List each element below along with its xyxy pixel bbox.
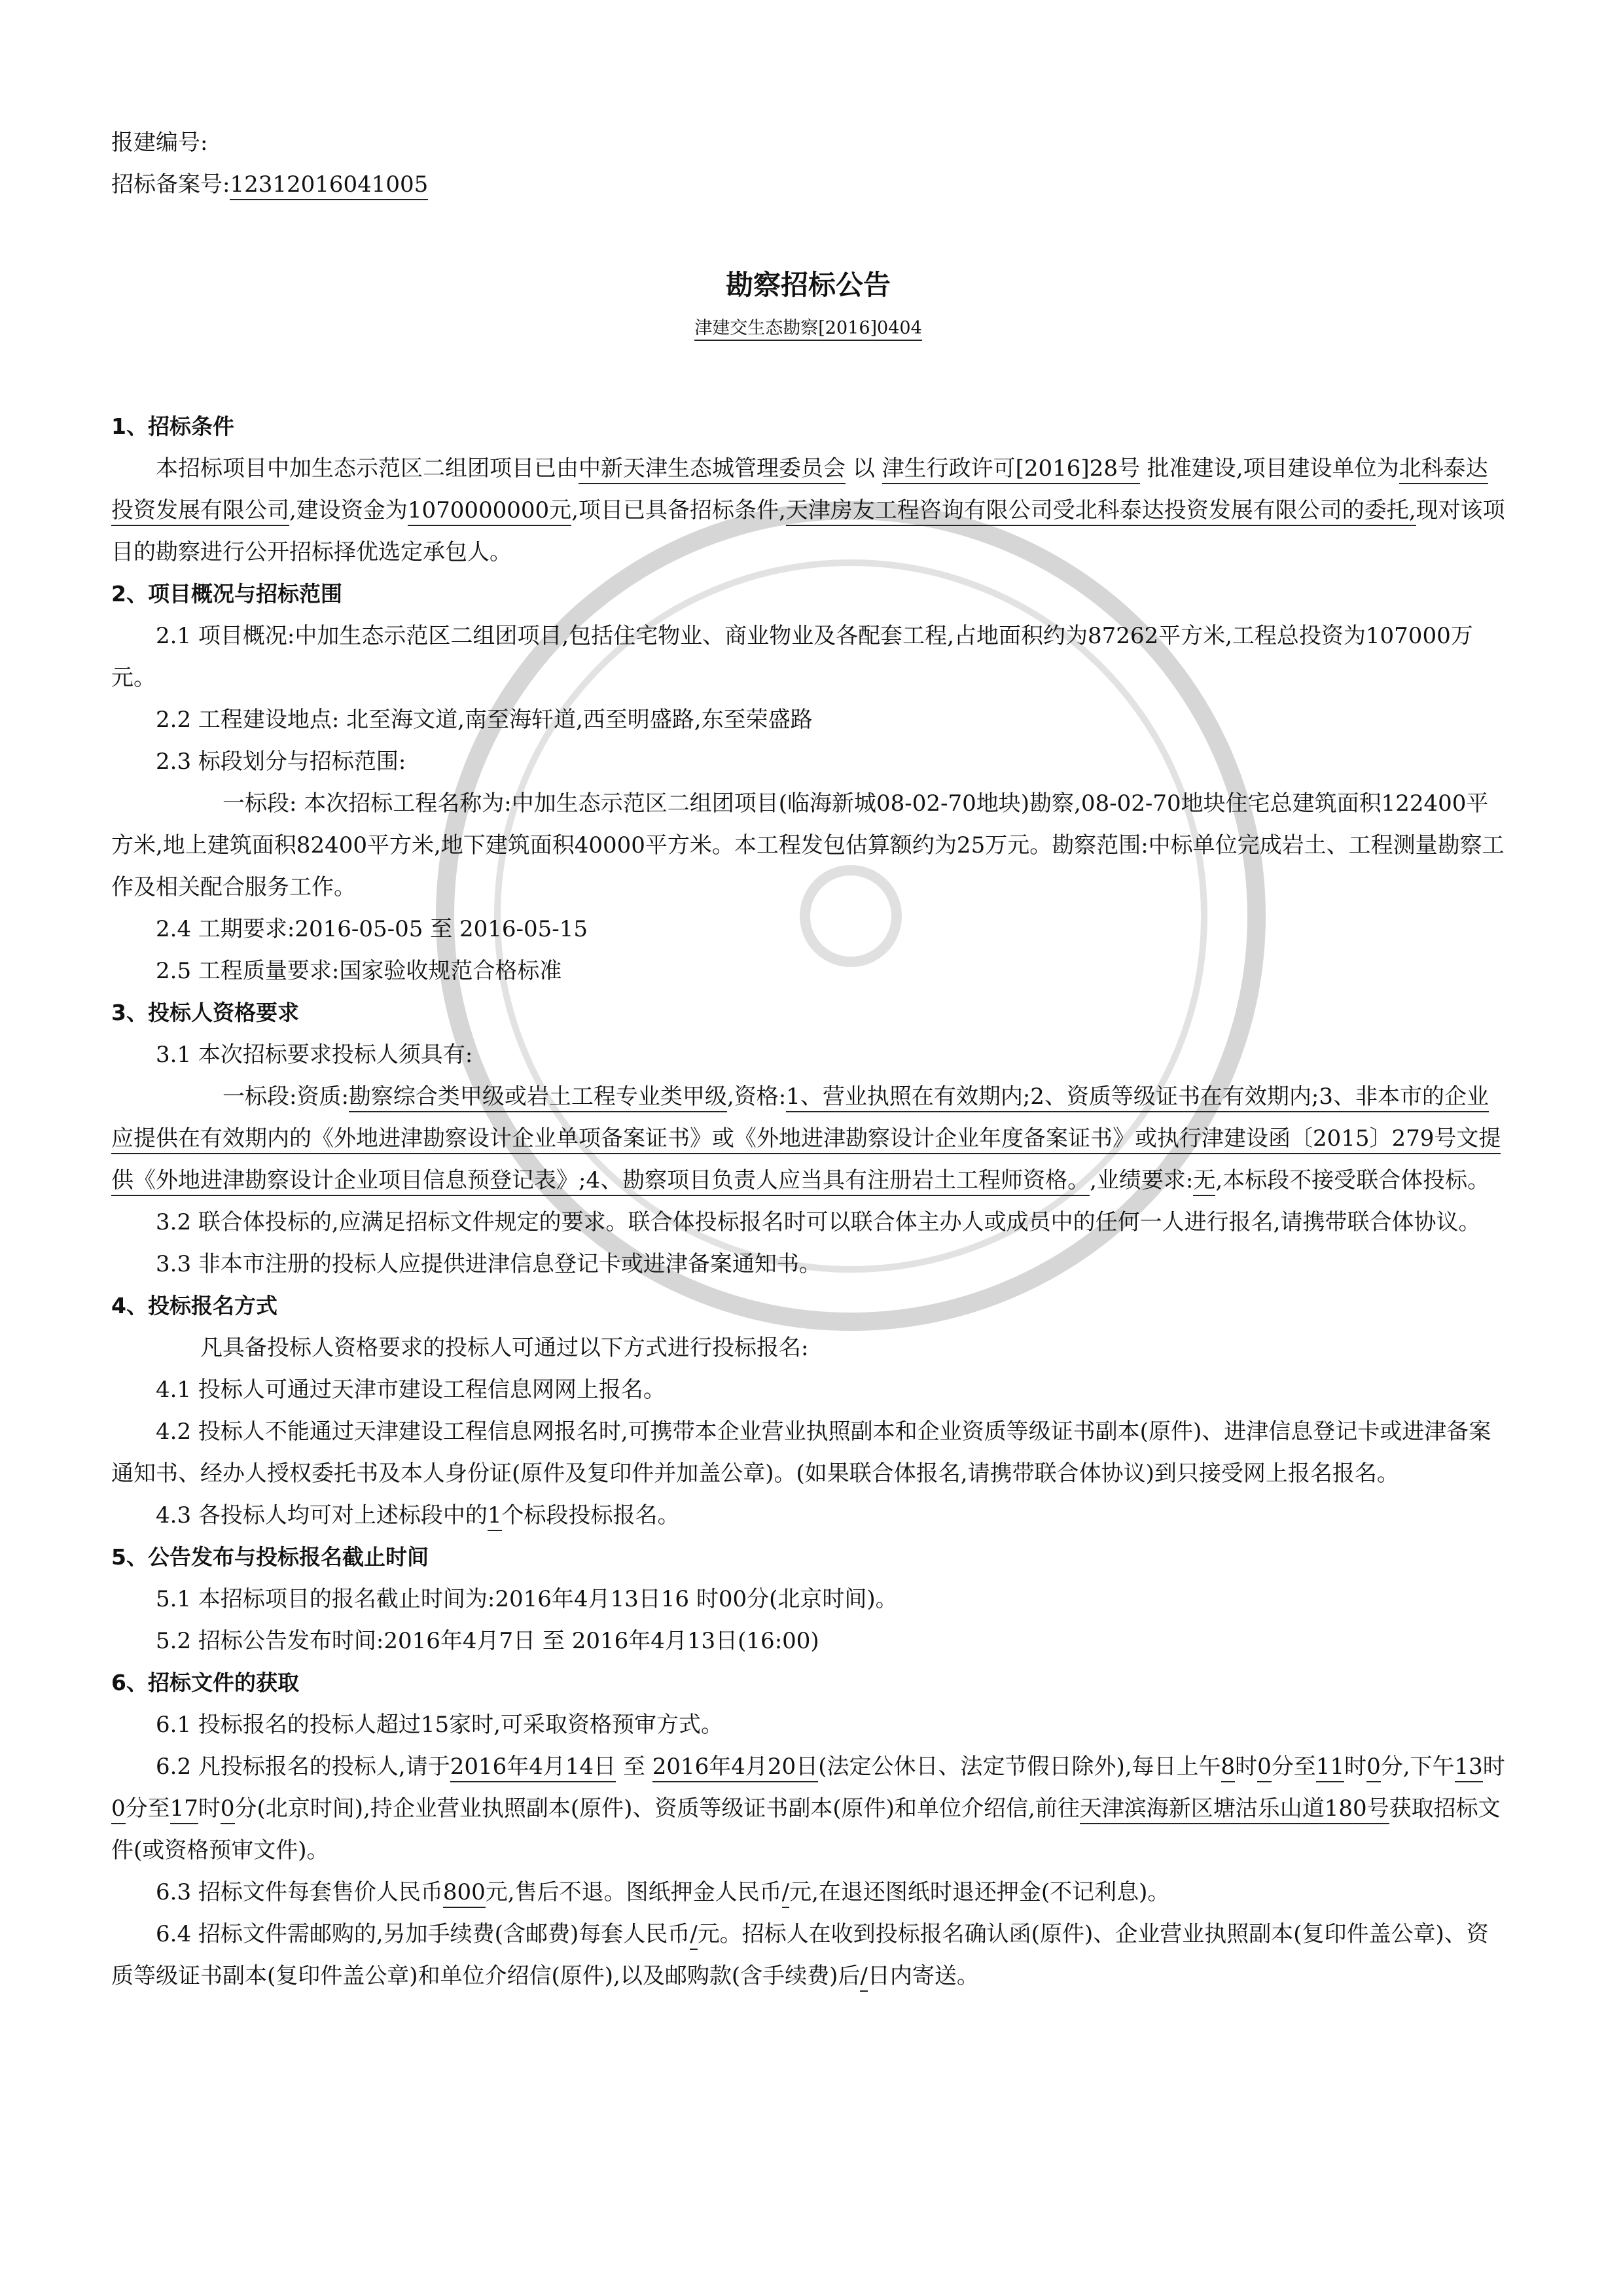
filing-no-line	[111, 164, 1505, 205]
agent: 天津房友工程咨询有限公司受北科泰达投资发展有限公司的委托,	[786, 497, 1416, 526]
performance: 无	[1193, 1167, 1215, 1196]
para-5-2: 5.2 招标公告发布时间:2016年4月7日 至 2016年4月13日(16:00)	[156, 1628, 819, 1654]
fund: 1070000000元	[408, 497, 571, 526]
para-2-4: 2.4 工期要求:2016-05-05 至 2016-05-15	[156, 916, 588, 942]
doc-number: 津建交生态勘察[2016]0404	[111, 314, 1505, 343]
page-title: 勘察招标公告	[725, 269, 891, 301]
document-body	[111, 122, 1505, 1997]
section-4-heading: 4、投标报名方式	[111, 1293, 277, 1318]
para-2-5: 2.5 工程质量要求:国家验收规范合格标准	[156, 958, 562, 984]
section-5-heading: 5、公告发布与投标报名截止时间	[111, 1544, 429, 1570]
section-6-heading: 6、招标文件的获取	[111, 1670, 299, 1695]
para-6-2: 6.2 凡投标报名的投标人,请于2016年4月14日 至 2016年4月20日(法定公休日、法定节假日除外),每日上午8时0分至11时0分,下午13时0分至17时0分(北京时间),持企业营业执照副本(原件)、资质等级证书副本(原件)和单位介绍信,前往天津滨海新区塘沽乐山道180号获取招标文件(或资格预审文件)。	[111, 1754, 1505, 1863]
para-3-2: 3.2 联合体投标的,应满足招标文件规定的要求。联合体投标报名时可以联合体主办人或成员中的任何一人进行报名,请携带联合体协议。	[156, 1209, 1481, 1235]
filing-no-label: 招标备案号:	[111, 171, 230, 198]
para-2-3-lot: 一标段: 本次招标工程名称为:中加生态示范区二组团项目(临海新城08-02-70地块)勘察,08-02-70地块住宅总建筑面积122400平方米,地上建筑面积82400平方米,地下建筑面积40000平方米。本工程发包估算额约为25万元。勘察范围:中标单位完成岩土、工程测量勘察工作及相关配合服务工作。	[111, 790, 1505, 900]
para-2-2: 2.2 工程建设地点: 北至海文道,南至海轩道,西至明盛路,东至荣盛路	[156, 707, 813, 733]
para-3-3: 3.3 非本市注册的投标人应提供进津信息登记卡或进津备案通知书。	[156, 1251, 821, 1277]
para-4-1: 4.1 投标人可通过天津市建设工程信息网网上报名。	[156, 1377, 666, 1403]
lot-count: 1	[488, 1502, 502, 1531]
permit-no: 津生行政许可[2016]28号	[882, 455, 1140, 484]
report-no-label: 报建编号:	[111, 130, 208, 156]
para-5-1: 5.1 本招标项目的报名截止时间为:2016年4月13日16 时00分(北京时间)。	[156, 1586, 898, 1612]
section-1-heading: 1、招标条件	[111, 414, 234, 439]
para-4-2: 4.2 投标人不能通过天津建设工程信息网报名时,可携带本企业营业执照副本和企业资质等级证书副本(原件)、进津信息登记卡或进津备案通知书、经办人授权委托书及本人身份证(原件及复印件并加盖公章)。(如果联合体报名,请携带联合体协议)到只接受网上报名报名。	[111, 1419, 1491, 1487]
section-2-heading: 2、项目概况与招标范围	[111, 581, 342, 607]
para-4-0: 凡具备投标人资格要求的投标人可通过以下方式进行投标报名:	[200, 1335, 809, 1361]
requirements: 1、营业执照在有效期内;2、资质等级证书在有效期内;3、非本市的企业应提供在有效期内的《外地进津勘察设计企业单项备案证书》或《外地进津勘察设计企业年度备案证书》或执行津建设函〔2015〕279号文提供《外地进津勘察设计企业项目信息预登记表》;4、勘察项目负责人应当具有注册岩土工程师资格。	[111, 1084, 1501, 1196]
approver: 中新天津生态城管理委员会	[579, 455, 846, 484]
section-1-paragraph: 本招标项目中加生态示范区二组团项目已由中新天津生态城管理委员会 以 津生行政许可[2016]28号 批准建设,项目建设单位为北科泰达投资发展有限公司,建设资金为1070000000元,项目已具备招标条件,天津房友工程咨询有限公司受北科泰达投资发展有限公司的委托,现对该项目的勘察进行公开招标择优选定承包人。	[111, 455, 1505, 565]
para-2-3: 2.3 标段划分与招标范围:	[156, 749, 406, 775]
owner: 北科泰达投资发展有限公司	[111, 455, 1488, 526]
section-3-heading: 3、投标人资格要求	[111, 1000, 299, 1025]
para-2-1: 2.1 项目概况:中加生态示范区二组团项目,包括住宅物业、商业物业及各配套工程,占地面积约为87262平方米,工程总投资为107000万元。	[111, 623, 1473, 691]
doc-price: 800	[443, 1879, 486, 1908]
para-6-3: 6.3 招标文件每套售价人民币800元,售后不退。图纸押金人民币/元,在退还图纸时退还押金(不记利息)。	[111, 1871, 1505, 1913]
para-3-1-lot: 一标段:资质:勘察综合类甲级或岩土工程专业类甲级,资格:1、营业执照在有效期内;2、资质等级证书在有效期内;3、非本市的企业应提供在有效期内的《外地进津勘察设计企业单项备案证书》或《外地进津勘察设计企业年度备案证书》或执行津建设函〔2015〕279号文提供《外地进津勘察设计企业项目信息预登记表》;4、勘察项目负责人应当具有注册岩土工程师资格。,业绩要求:无,本标段不接受联合体投标。	[111, 1076, 1505, 1201]
pickup-address: 天津滨海新区塘沽乐山道180号	[1080, 1795, 1389, 1824]
para-3-1: 3.1 本次招标要求投标人须具有:	[156, 1042, 473, 1068]
filing-no: 12312016041005	[230, 171, 428, 200]
qualification: 勘察综合类甲级或岩土工程专业类甲级	[349, 1084, 727, 1112]
para-6-4: 6.4 招标文件需邮购的,另加手续费(含邮费)每套人民币/元。招标人在收到投标报名确认函(原件)、企业营业执照副本(复印件盖公章)、资质等级证书副本(复印件盖公章)和单位介绍信(原件),以及邮购款(含手续费)后/日内寄送。	[111, 1913, 1505, 1997]
para-6-1: 6.1 投标报名的投标人超过15家时,可采取资格预审方式。	[156, 1712, 723, 1738]
para-4-3: 4.3 各投标人均可对上述标段中的1个标段投标报名。	[111, 1494, 1505, 1536]
